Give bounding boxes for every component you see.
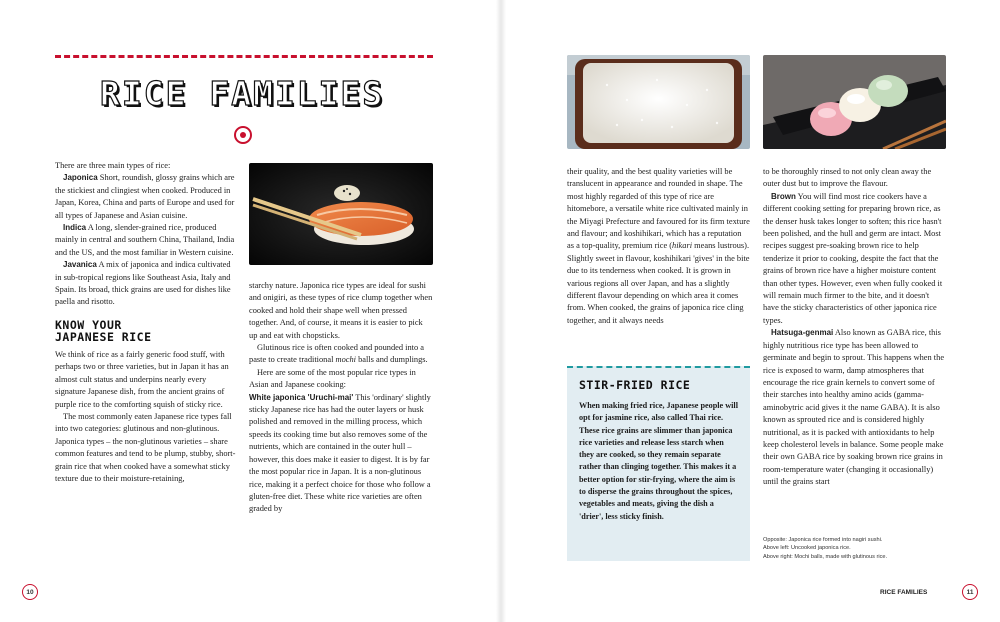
right-column-2 xyxy=(763,166,946,489)
text-span: balls and dumplings. xyxy=(355,355,428,365)
rice-type-text: A mix of japonica and indica cultivated in sub-tropical regions like Southeast Asia, Italy and Spain. Its broad, thick grains are used for dishes like paella and risotto. xyxy=(55,260,231,307)
mochi-photo xyxy=(763,55,946,149)
sidebar-dashed-rule xyxy=(567,366,750,368)
body-paragraph xyxy=(249,342,433,367)
rice-type-brown xyxy=(763,191,946,327)
rice-type-name: Indica xyxy=(63,223,87,233)
rice-type-indica xyxy=(55,222,237,259)
rice-type-hatsuga-genmai xyxy=(763,327,946,488)
text-span: Glutinous rice is often cooked and pounded into a paste to create traditional xyxy=(249,343,424,365)
sidebar-title: STIR-FRIED RICE xyxy=(579,378,691,392)
running-head: RICE FAMILIES xyxy=(880,589,928,596)
rice-type-japonica xyxy=(55,172,237,222)
text-span: their quality, and the best quality varieties will be translucent in appearance and rounded in shape. The most highly regarded of this type of rice are hitomebore, a versatile white rice cultivated mainly in the Miyagi Prefecture and favoured for its firm texture and flavour; and koshihikari, which has a reputation as a top-quality, premium rice ( xyxy=(567,167,750,251)
page-number-left: 10 xyxy=(22,584,38,600)
rice-type-text: Also known as GABA rice, this highly nutritious rice type has been allowed to germinate and begin to sprout. This happens when the rice is exposed to warm, damp atmospheres that encourage the rice grain kernels to convert some of their starches into healthy amino acids (gamma-aminobytric acid gives it the name GABA). It is also known as sprouted rice and is considered highly nutritional, as it is packed with antioxidants to help keep cholesterol levels in balance. Some people make their own GABA rice by soaking brown rice grains in room-temperature water (changing it occasionally) until the grains start xyxy=(763,328,945,487)
sushi-photo xyxy=(249,163,433,265)
rice-type-name: White japonica 'Uruchi-mai' xyxy=(249,392,354,402)
caption: Opposite: Japonica rice formed into nagiri sushi. xyxy=(763,537,883,543)
right-column-1 xyxy=(567,166,750,327)
title-dashed-rule xyxy=(55,55,433,58)
rice-type-text: This 'ordinary' slightly sticky Japanese rice has had the outer layers or husk polished and removed in the milling process, which speeds its cooking time but also removes some of the nutrients, which are contained in the outer hull – however, this does make it easier to digest. It is by far the most popular rice in Japan. It is a non-glutinous rice, making it a perfect choice for those who follow a gluten-free diet. These white rice varieties are often graded by xyxy=(249,392,431,514)
body-paragraph: Here are some of the most popular rice types in Asian and Japanese cooking: xyxy=(249,367,416,390)
left-column-1 xyxy=(55,160,237,485)
rice-type-text: Short, roundish, glossy grains which are the stickiest and clingiest when cooked. Produced in Japan, Korea, China and parts of Europe and used for all types of Japanese and Asian cuisine. xyxy=(55,173,235,220)
left-column-2 xyxy=(249,280,433,516)
body-paragraph: We think of rice as a fairly generic food stuff, with perhaps two or three varieties, but in Japan it has an almost cult status and underpins nearly every signature Japanese dish, from the ancient grains of purple rice to the comforting squish of sticky rice. xyxy=(55,349,229,409)
page-number-right: 11 xyxy=(962,584,978,600)
target-icon xyxy=(234,126,252,144)
body-paragraph: starchy nature. Japonica rice types are ideal for sushi and onigiri, as these types of rice clump together when cooked and hold their shape well when pressed together. And, of course, it means it is easier to pick up and eat with chopsticks. xyxy=(249,281,433,340)
rice-type-name: Javanica xyxy=(63,260,97,270)
uncooked-rice-photo xyxy=(567,55,750,149)
intro-text: There are three main types of rice: xyxy=(55,161,171,170)
photo-captions xyxy=(763,536,963,561)
rice-type-javanica xyxy=(55,259,237,309)
subheading-line-1: KNOW YOUR xyxy=(55,317,122,332)
sidebar-body: When making fried rice, Japanese people will opt for jasmine rice, also called Thai rice. These rice grains are slimmer than japonica rice varieties and release less starch when they are cooked, so they remain separate rather than clinging together. This makes it a better option for stir-frying, where the aim is to disperse the grains throughout the spices, vegetables and meats, giving the dish a 'drier', less sticky finish. xyxy=(579,401,738,521)
text-span: means lustrous). Slightly sweet in flavour, koshihikari 'gives' in the bite due to its tenderness when cooked. It is grown in various regions all over Japan, and has a slightly different flavour depending on which area it comes from. When cooked, the grains of japonica rice cling together, and it always needs xyxy=(567,241,750,325)
rice-type-name: Hatsuga-genmai xyxy=(771,328,834,338)
caption: Above right: Mochi balls, made with glutinous rice. xyxy=(763,553,888,560)
body-paragraph: to be thoroughly rinsed to not only clean away the outer dust but to improve the flavour. xyxy=(763,167,932,189)
subheading-line-2: JAPANESE RICE xyxy=(55,329,152,344)
rice-type-text: You will find most rice cookers have a different cooking setting for preparing brown rice, as the denser husk takes longer to soften; this rice hasn't been polished, and the hull and germ are intact. Most recipes suggest pre-soaking brown rice to help tenderize it prior to cooking, despite the fact that the grains of brown rice have a higher moisture content than other types. However, even when fully cooked it will remain much firmer to the bite, and it doesn't have the sticky characteristics of other japonica rice types. xyxy=(763,191,943,325)
page-title: RICE FAMILIES xyxy=(100,74,385,113)
caption: Above left: Uncooked japonica rice. xyxy=(763,545,851,552)
rice-type-white-japonica xyxy=(249,392,433,516)
italic-term: hikari xyxy=(672,241,693,251)
rice-type-name: Brown xyxy=(771,191,796,201)
subheading-know-your-japanese-rice xyxy=(55,319,237,343)
rice-type-name: Japonica xyxy=(63,173,98,183)
sidebar-box xyxy=(567,366,750,561)
body-paragraph xyxy=(567,166,750,327)
rice-type-text: A long, slender-grained rice, produced mainly in central and southern China, Thailand, India and the US, and the most familiar in Western cuisine. xyxy=(55,223,235,257)
body-paragraph: The most commonly eaten Japanese rice types fall into two categories: glutinous and non-glutinous. Japonica types – the non-glutinous varieties – share common features and tend to be plump, stubby, short-grain rice that when cooked have a somewhat sticky texture due to their moisture-retaining, xyxy=(55,411,236,483)
italic-term: mochi xyxy=(335,355,356,365)
